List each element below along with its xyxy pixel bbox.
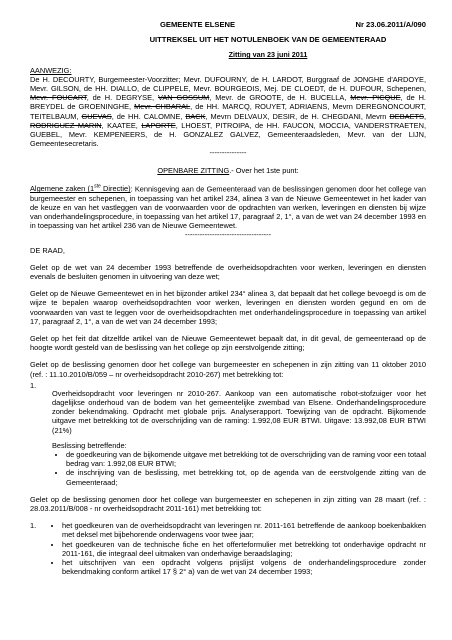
present-segment: , de H. DEGRYSE, xyxy=(86,93,158,103)
present-segment: , Mevrn DELVAUX, DESIR, de H. CHEGDANI, Mevrn xyxy=(205,111,390,121)
struck-name: DEBAETS xyxy=(389,111,424,121)
department-label xyxy=(30,184,131,193)
council-heading: DE RAAD, xyxy=(30,245,65,255)
present-list xyxy=(30,75,426,149)
struck-name: Mevr. CHBARAL xyxy=(134,102,191,112)
public-session-line xyxy=(30,166,426,175)
document-title: UITTREKSEL UIT HET NOTULENBOEK VAN DE GEMEENTERAAD xyxy=(149,35,387,45)
numbered-item-1 xyxy=(30,381,426,487)
session-date: Zitting van 23 juni 2011 xyxy=(228,50,308,60)
present-segment: , LHOEST, PITROIPA, de HH. FAUCON, MOCCIA, VANDERSTRAETEN, GUEBEL, Mevr. KEMPENEERS, de H. GONZALEZ GALVEZ, Gemeenteraadsleden, Mevr. van der LIJN, Gemeentesecretaris. xyxy=(30,120,426,149)
item-number: 1. xyxy=(30,380,37,390)
struck-name: BACK xyxy=(185,111,206,121)
item-1-bullets xyxy=(52,450,426,487)
present-segment: , KAATEE, xyxy=(101,120,142,130)
item-1-decision-label: Beslissing betreffende: xyxy=(52,440,127,450)
subject-text: : Kennisgeving aan de Gemeenteraad van de beslissingen genomen door het college van burgemeester en schepenen, in toepassing van het artikel 234, alinea 3 van de Nieuwe Gemeentewet in het kader van de keuze en van het vastleggen van de voorwaarden voor de opdrachten van werken, leveringen en diensten bij wijze van onderhandelingsprocedure, in toepassing van het artikel 17, paragraaf 2, 1°, a van de wet van 24 december 1993 en in toepassing van het artikel 236 van de Nieuwe Gemeentewet. xyxy=(30,184,426,231)
numbered-item-2 xyxy=(30,521,426,576)
item-number: 1. xyxy=(30,521,37,531)
present-segment: De H. DECOURTY, Burgemeester-Voorzitter; Mevr. DUFOURNY, de H. LARDOT, Burggraaf de JONGHE d'ARDOYE, Mevr. GILSON, de HH. DIALLO, de CLIPPELE, Mevr. BOURGEOIS, Mej. DE CLOEDT, de H. DUFOUR, Schepenen, xyxy=(30,74,426,94)
subject-dashes: ----------------------------------- xyxy=(184,230,272,240)
struck-name: VAN GOSSUM xyxy=(157,93,210,103)
reference-number: Nr 23.06.2011/A/090 xyxy=(355,20,426,29)
struck-name: GUEVAS xyxy=(81,111,112,121)
paragraph-1: Gelet op de wet van 24 december 1993 betreffende de overheidsopdrachten voor werken, leveringen en diensten evenals de besluiten genomen in uitvoering van deze wet; xyxy=(30,262,426,281)
list-item: • de inschrijving van de beslissing, met betrekking tot, op de agenda van de eerstvolgende zitting van de Gemeenteraad; xyxy=(66,468,426,486)
document-header xyxy=(160,20,426,29)
paragraph-5: Gelet op de beslissing genomen door het college van burgemeester en schepenen in zijn zitting van 28 maart (ref. : 28.03.2011/B/008 - nr overheidsopdracht 2011-161) met betrekking tot: xyxy=(30,494,426,513)
paragraph-3: Gelet op het feit dat ditzelfde artikel van de Nieuwe Gemeentewet bepaalt dat, in dit geval, de gemeenteraad op de hoogte wordt gesteld van de beslissing van het college op zijn eerstvolgende zitting; xyxy=(30,333,426,353)
list-item: • het goedkeuren van de technische fiche en het offerteformulier met betrekking tot onderhavige opdracht nr 2011-161, die integraal deel uitmaken van onderhavige beraadslaging; xyxy=(62,540,426,558)
paragraph-4: Gelet op de beslissing genomen door het college van burgemeester en schepenen in zijn zitting van 11 oktober 2010 (ref. : 11.10.2010/B/059 – nr overheidsopdracht 2010-267) met betrekking tot: xyxy=(30,360,426,379)
paragraph-2: Gelet op de Nieuwe Gemeentewet en in het bijzonder artikel 234° alinea 3, dat bepaalt dat het college bevoegd is om de wijze te bepalen waarop overheidsopdrachten voor werken, leveringen en diensten worden gegund en om de voorwaarden van vast te leggen voor de overheidsopdrachten met onderhandelingsprocedure in toepassing van artikel 17, paragraaf 2, 1°, a van de wet van 24 december 1993; xyxy=(30,289,426,326)
department-label-b: Directie) xyxy=(100,184,131,194)
present-segment: , de H. BREYDEL de GROENINGHE, xyxy=(30,93,426,112)
list-item: • de goedkeuring van de bijkomende uitgave met betrekking tot de overschrijding van de raming voor een totaal bedrag van: 1.992,08 EUR BTWI; xyxy=(66,450,426,468)
struck-name: LAPORTE xyxy=(141,120,176,130)
item-1-text: Overheidsopdracht voor leveringen nr 2010-267. Aankoop van een automatische robot-stofzuiger voor het dagelijkse onderhoud van de bodem van het gemeentelijke zwembad van Elsene. Onderhandelingsprocedure zonder bekendmaking. Opdracht met globale prijs. Analyserapport. Toewijzing van de opdracht. Bijkomende uitgave met betrekking tot de overschrijding van de raming: 1.992,08 EUR BTWI. Uitgave: 13.992,08 EUR BTWI (21%) xyxy=(52,388,426,435)
struck-name: RODRIGUEZ MARIN xyxy=(30,120,102,130)
present-segment: , xyxy=(423,111,426,121)
struck-name: Mevr. PICQUE xyxy=(350,93,401,103)
list-item: • het uitschrijven van een opdracht volgens prijslijst volgens de onderhandelingsprocedure zonder bekendmaking conform artikel 17 § 2° a) van de wet van 24 december 1993; xyxy=(62,558,426,576)
department-label-sup: ste xyxy=(94,183,101,190)
present-segment: , Mevr. de GROOTE, de H. BUCELLA, xyxy=(209,93,351,103)
list-item: • het goedkeuren van de overheidsopdracht van leveringen nr. 2011-161 betreffende de aankoop boekenbakken met deksel met bijbehorende onderwagens voor twee jaar; xyxy=(62,521,426,539)
struck-name: Mevr. FOUCART xyxy=(30,93,87,103)
agenda-item-subject xyxy=(30,183,426,230)
department-label-a: Algemene zaken (1 xyxy=(30,184,95,194)
municipality-name: GEMEENTE ELSENE xyxy=(160,20,236,29)
separator-dashes: --------------- xyxy=(209,148,247,158)
public-session-label: OPENBARE ZITTING xyxy=(157,165,230,175)
present-segment: , de HH. MARCQ, ROUYET, ADRIAENS, Mevrn DEREGNONCOURT, TEITELBAUM, xyxy=(30,102,426,121)
present-segment: , de HH. CALOMNE, xyxy=(111,111,186,121)
item-2-bullets xyxy=(52,521,426,576)
public-session-rest: .- Over het 1ste punt: xyxy=(229,165,299,175)
minutes-extract xyxy=(30,20,426,576)
present-label: AANWEZIG: xyxy=(30,65,72,75)
